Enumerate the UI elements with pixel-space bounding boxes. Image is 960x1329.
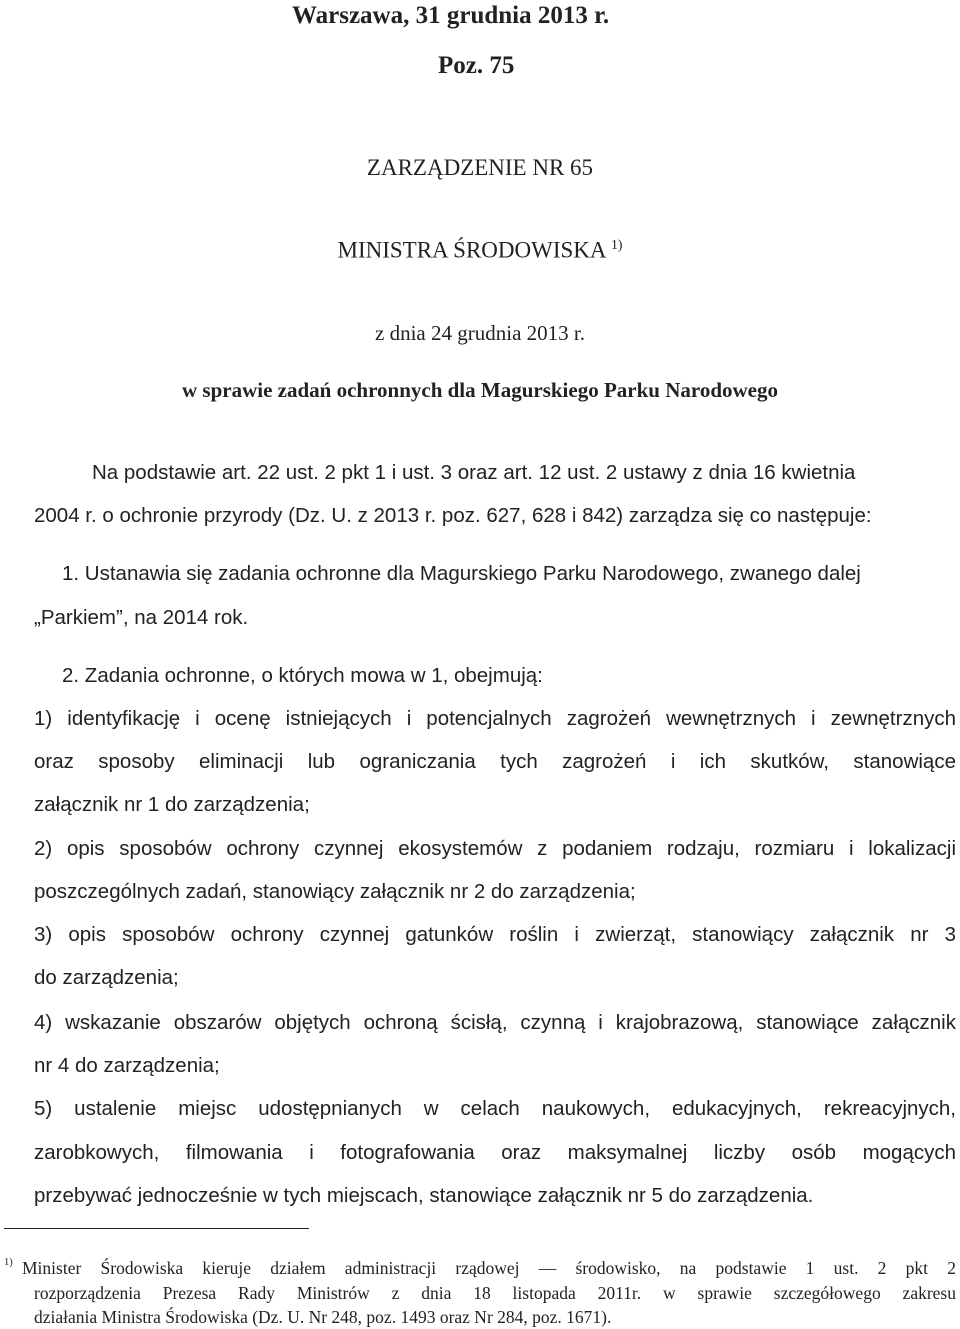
act-type: ZARZĄDZENIE NR 65 — [366, 155, 594, 180]
act-date: z dnia 24 grudnia 2013 r. — [375, 321, 585, 345]
act-issuer — [0, 237, 960, 264]
footnote-line-1: Minister Środowiska kieruje działem administracji rządowej — środowisko, na podstawie 1 ust. 2 pkt 2 — [22, 1258, 956, 1278]
list-item-5-line-2: zarobkowych, filmowania i fotografowania oraz maksymalnej liczby osób mogących — [34, 1141, 956, 1164]
footnote-reference: 1) — [610, 237, 623, 252]
section-1-line-1: 1. Ustanawia się zadania ochronne dla Magurskiego Parku Narodowego, zwanego dalej — [62, 562, 861, 585]
date-line: Warszawa, 31 grudnia 2013 r. — [292, 2, 610, 29]
list-item-3-line-1: 3) opis sposobów ochrony czynnej gatunków roślin i zwierząt, stanowiący załącznik nr 3 — [34, 923, 956, 946]
list-item-4-line-1: 4) wskazanie obszarów objętych ochroną ścisłą, czynną i krajobrazową, stanowiące załącznik — [34, 1011, 956, 1034]
list-item-4-line-2: nr 4 do zarządzenia; — [34, 1054, 220, 1077]
footnote-separator — [4, 1228, 309, 1229]
footnote-marker-label: 1) — [4, 1257, 13, 1269]
list-item-5-line-1: 5) ustalenie miejsc udostępnianych w celach naukowych, edukacyjnych, rekreacyjnych, — [34, 1097, 956, 1120]
act-subject: w sprawie zadań ochronnych dla Magurskiego Parku Narodowego — [181, 378, 778, 402]
act-issuer-name: MINISTRA ŚRODOWISKA — [337, 237, 606, 263]
list-item-1-line-1: 1) identyfikację i ocenę istniejących i potencjalnych zagrożeń wewnętrznych i zewnętrznych — [34, 707, 956, 730]
footnote-line-2: rozporządzenia Prezesa Rady Ministrów z dnia 18 listopada 2011r. w sprawie szczegółowego zakresu — [34, 1283, 956, 1303]
preamble-line-1: Na podstawie art. 22 ust. 2 pkt 1 i ust. 3 oraz art. 12 ust. 2 ustawy z dnia 16 kwietnia — [92, 461, 856, 484]
list-item-2-line-2: poszczególnych zadań, stanowiący załącznik nr 2 do zarządzenia; — [34, 880, 636, 903]
footnote-line-3: działania Ministra Środowiska (Dz. U. Nr 248, poz. 1493 oraz Nr 284, poz. 1671). — [34, 1307, 612, 1327]
list-item-2-line-1: 2) opis sposobów ochrony czynnej ekosystemów z podaniem rodzaju, rozmiaru i lokalizacji — [34, 837, 956, 860]
footnote-marker — [4, 1256, 13, 1277]
section-1-line-2: „Parkiem”, na 2014 rok. — [34, 606, 249, 629]
section-2-intro: 2. Zadania ochronne, o których mowa w 1, obejmują: — [62, 664, 543, 687]
position-number: Poz. 75 — [438, 52, 515, 79]
list-item-1-line-3: załącznik nr 1 do zarządzenia; — [34, 793, 310, 816]
list-item-1-line-2: oraz sposoby eliminacji lub ograniczania tych zagrożeń i ich skutków, stanowiące — [34, 750, 956, 773]
preamble-line-2: 2004 r. o ochronie przyrody (Dz. U. z 2013 r. poz. 627, 628 i 842) zarządza się co następuje: — [34, 504, 872, 527]
list-item-3-line-2: do zarządzenia; — [34, 966, 179, 989]
list-item-5-line-3: przebywać jednocześnie w tych miejscach, stanowiące załącznik nr 5 do zarządzenia. — [34, 1184, 814, 1207]
